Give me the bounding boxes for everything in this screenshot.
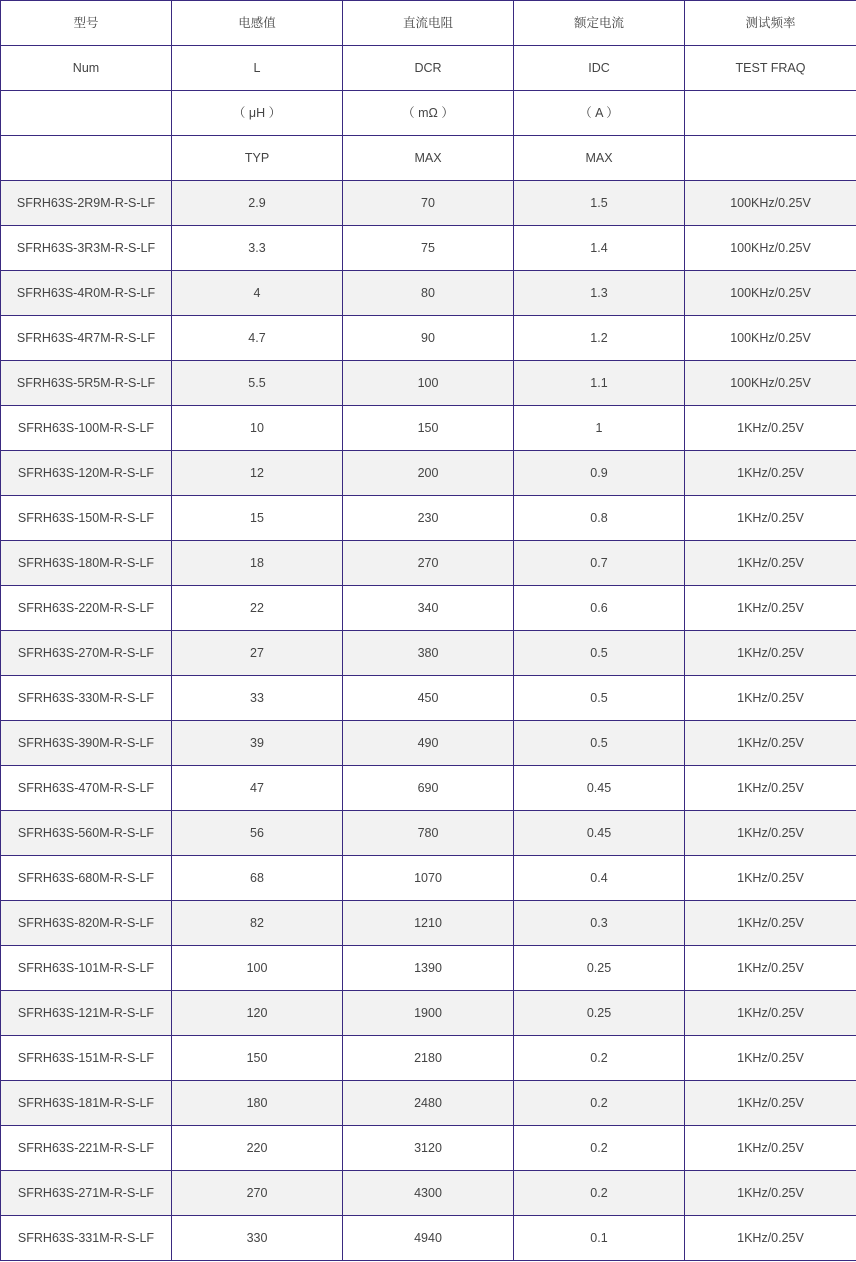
cell-rated-current: 0.8 xyxy=(514,496,685,541)
table-row xyxy=(1,181,856,226)
cell-inductance: 4.7 xyxy=(172,316,343,361)
cell-test-frequency: 100KHz/0.25V xyxy=(685,226,856,271)
cell-dcr: 2480 xyxy=(343,1081,514,1126)
cell-rated-current: 0.3 xyxy=(514,901,685,946)
cell-dcr: 100 xyxy=(343,361,514,406)
table-row xyxy=(1,991,856,1036)
cell-model: SFRH63S-2R9M-R-S-LF xyxy=(1,181,172,226)
cell-rated-current: 1.1 xyxy=(514,361,685,406)
cell-rated-current: 1.4 xyxy=(514,226,685,271)
cell-dcr: 230 xyxy=(343,496,514,541)
cell-test-frequency: 100KHz/0.25V xyxy=(685,271,856,316)
header-cell-empty xyxy=(685,91,856,136)
table-row xyxy=(1,856,856,901)
table-row xyxy=(1,811,856,856)
header-cell-empty xyxy=(685,136,856,181)
cell-dcr: 340 xyxy=(343,586,514,631)
table-row xyxy=(1,586,856,631)
table-row xyxy=(1,1036,856,1081)
header-cell-l: L xyxy=(172,46,343,91)
header-row-limits xyxy=(1,136,856,181)
table-row xyxy=(1,451,856,496)
cell-inductance: 12 xyxy=(172,451,343,496)
cell-model: SFRH63S-151M-R-S-LF xyxy=(1,1036,172,1081)
cell-test-frequency: 1KHz/0.25V xyxy=(685,541,856,586)
cell-rated-current: 0.25 xyxy=(514,946,685,991)
header-cell-dcr: 直流电阻 xyxy=(343,1,514,46)
cell-test-frequency: 1KHz/0.25V xyxy=(685,946,856,991)
header-cell-unit-uh: （ μH ） xyxy=(172,91,343,136)
cell-inductance: 150 xyxy=(172,1036,343,1081)
cell-dcr: 70 xyxy=(343,181,514,226)
cell-inductance: 68 xyxy=(172,856,343,901)
table-row xyxy=(1,316,856,361)
table-row xyxy=(1,721,856,766)
cell-inductance: 4 xyxy=(172,271,343,316)
cell-rated-current: 0.7 xyxy=(514,541,685,586)
cell-model: SFRH63S-820M-R-S-LF xyxy=(1,901,172,946)
cell-inductance: 180 xyxy=(172,1081,343,1126)
cell-model: SFRH63S-271M-R-S-LF xyxy=(1,1171,172,1216)
cell-dcr: 75 xyxy=(343,226,514,271)
cell-model: SFRH63S-3R3M-R-S-LF xyxy=(1,226,172,271)
header-cell-rated-current: 额定电流 xyxy=(514,1,685,46)
cell-dcr: 200 xyxy=(343,451,514,496)
cell-test-frequency: 1KHz/0.25V xyxy=(685,856,856,901)
cell-test-frequency: 1KHz/0.25V xyxy=(685,451,856,496)
cell-model: SFRH63S-100M-R-S-LF xyxy=(1,406,172,451)
cell-inductance: 220 xyxy=(172,1126,343,1171)
cell-test-frequency: 1KHz/0.25V xyxy=(685,1036,856,1081)
cell-test-frequency: 1KHz/0.25V xyxy=(685,901,856,946)
cell-dcr: 90 xyxy=(343,316,514,361)
cell-model: SFRH63S-331M-R-S-LF xyxy=(1,1216,172,1261)
header-cell-test-frequency: 测试频率 xyxy=(685,1,856,46)
cell-model: SFRH63S-4R0M-R-S-LF xyxy=(1,271,172,316)
cell-inductance: 100 xyxy=(172,946,343,991)
cell-rated-current: 0.45 xyxy=(514,766,685,811)
table-row xyxy=(1,1171,856,1216)
cell-rated-current: 0.5 xyxy=(514,631,685,676)
cell-test-frequency: 1KHz/0.25V xyxy=(685,1216,856,1261)
header-cell-num: Num xyxy=(1,46,172,91)
cell-test-frequency: 1KHz/0.25V xyxy=(685,766,856,811)
cell-test-frequency: 1KHz/0.25V xyxy=(685,1126,856,1171)
cell-test-frequency: 1KHz/0.25V xyxy=(685,676,856,721)
table-row xyxy=(1,1081,856,1126)
table-row xyxy=(1,1216,856,1261)
cell-model: SFRH63S-220M-R-S-LF xyxy=(1,586,172,631)
header-cell-test-fraq: TEST FRAQ xyxy=(685,46,856,91)
cell-rated-current: 1.2 xyxy=(514,316,685,361)
cell-rated-current: 0.9 xyxy=(514,451,685,496)
cell-test-frequency: 100KHz/0.25V xyxy=(685,361,856,406)
cell-test-frequency: 1KHz/0.25V xyxy=(685,496,856,541)
cell-inductance: 47 xyxy=(172,766,343,811)
cell-dcr: 380 xyxy=(343,631,514,676)
cell-rated-current: 0.2 xyxy=(514,1126,685,1171)
header-cell-max: MAX xyxy=(514,136,685,181)
cell-model: SFRH63S-4R7M-R-S-LF xyxy=(1,316,172,361)
cell-dcr: 270 xyxy=(343,541,514,586)
header-cell-empty xyxy=(1,136,172,181)
cell-test-frequency: 1KHz/0.25V xyxy=(685,631,856,676)
table-row xyxy=(1,676,856,721)
cell-rated-current: 1.5 xyxy=(514,181,685,226)
cell-test-frequency: 100KHz/0.25V xyxy=(685,181,856,226)
header-cell-unit-a: （ A ） xyxy=(514,91,685,136)
cell-test-frequency: 1KHz/0.25V xyxy=(685,721,856,766)
cell-inductance: 330 xyxy=(172,1216,343,1261)
cell-dcr: 4300 xyxy=(343,1171,514,1216)
table-row xyxy=(1,901,856,946)
cell-rated-current: 0.5 xyxy=(514,676,685,721)
cell-inductance: 33 xyxy=(172,676,343,721)
cell-dcr: 150 xyxy=(343,406,514,451)
table-row xyxy=(1,406,856,451)
cell-dcr: 780 xyxy=(343,811,514,856)
cell-inductance: 120 xyxy=(172,991,343,1036)
cell-dcr: 4940 xyxy=(343,1216,514,1261)
cell-test-frequency: 1KHz/0.25V xyxy=(685,811,856,856)
cell-dcr: 690 xyxy=(343,766,514,811)
cell-test-frequency: 1KHz/0.25V xyxy=(685,991,856,1036)
header-row-units xyxy=(1,91,856,136)
cell-model: SFRH63S-680M-R-S-LF xyxy=(1,856,172,901)
cell-dcr: 3120 xyxy=(343,1126,514,1171)
table-row xyxy=(1,946,856,991)
header-cell-empty xyxy=(1,91,172,136)
spec-table-body xyxy=(1,1,856,1261)
cell-rated-current: 0.1 xyxy=(514,1216,685,1261)
cell-inductance: 18 xyxy=(172,541,343,586)
cell-model: SFRH63S-470M-R-S-LF xyxy=(1,766,172,811)
cell-rated-current: 0.2 xyxy=(514,1171,685,1216)
header-cell-model: 型号 xyxy=(1,1,172,46)
cell-test-frequency: 1KHz/0.25V xyxy=(685,586,856,631)
cell-inductance: 3.3 xyxy=(172,226,343,271)
header-cell-inductance: 电感值 xyxy=(172,1,343,46)
header-row-names xyxy=(1,1,856,46)
cell-inductance: 56 xyxy=(172,811,343,856)
cell-rated-current: 0.45 xyxy=(514,811,685,856)
cell-model: SFRH63S-221M-R-S-LF xyxy=(1,1126,172,1171)
cell-inductance: 82 xyxy=(172,901,343,946)
cell-inductance: 27 xyxy=(172,631,343,676)
table-row xyxy=(1,271,856,316)
cell-inductance: 5.5 xyxy=(172,361,343,406)
table-row xyxy=(1,1126,856,1171)
cell-test-frequency: 1KHz/0.25V xyxy=(685,406,856,451)
cell-dcr: 80 xyxy=(343,271,514,316)
cell-inductance: 10 xyxy=(172,406,343,451)
cell-rated-current: 0.2 xyxy=(514,1036,685,1081)
cell-rated-current: 0.6 xyxy=(514,586,685,631)
cell-inductance: 2.9 xyxy=(172,181,343,226)
cell-model: SFRH63S-270M-R-S-LF xyxy=(1,631,172,676)
cell-model: SFRH63S-5R5M-R-S-LF xyxy=(1,361,172,406)
cell-rated-current: 0.4 xyxy=(514,856,685,901)
cell-dcr: 450 xyxy=(343,676,514,721)
cell-inductance: 15 xyxy=(172,496,343,541)
table-row xyxy=(1,631,856,676)
cell-test-frequency: 100KHz/0.25V xyxy=(685,316,856,361)
cell-model: SFRH63S-181M-R-S-LF xyxy=(1,1081,172,1126)
header-cell-max: MAX xyxy=(343,136,514,181)
cell-dcr: 1900 xyxy=(343,991,514,1036)
cell-test-frequency: 1KHz/0.25V xyxy=(685,1081,856,1126)
cell-model: SFRH63S-180M-R-S-LF xyxy=(1,541,172,586)
cell-rated-current: 0.2 xyxy=(514,1081,685,1126)
table-row xyxy=(1,541,856,586)
header-cell-dcr-symbol: DCR xyxy=(343,46,514,91)
header-row-symbols xyxy=(1,46,856,91)
table-row xyxy=(1,361,856,406)
cell-dcr: 1070 xyxy=(343,856,514,901)
table-row xyxy=(1,496,856,541)
cell-model: SFRH63S-120M-R-S-LF xyxy=(1,451,172,496)
cell-inductance: 39 xyxy=(172,721,343,766)
cell-model: SFRH63S-560M-R-S-LF xyxy=(1,811,172,856)
cell-rated-current: 0.5 xyxy=(514,721,685,766)
cell-dcr: 1390 xyxy=(343,946,514,991)
table-row xyxy=(1,766,856,811)
cell-dcr: 490 xyxy=(343,721,514,766)
cell-rated-current: 0.25 xyxy=(514,991,685,1036)
cell-dcr: 1210 xyxy=(343,901,514,946)
table-row xyxy=(1,226,856,271)
cell-model: SFRH63S-330M-R-S-LF xyxy=(1,676,172,721)
cell-model: SFRH63S-101M-R-S-LF xyxy=(1,946,172,991)
header-cell-unit-mohm: （ mΩ ） xyxy=(343,91,514,136)
cell-dcr: 2180 xyxy=(343,1036,514,1081)
cell-rated-current: 1.3 xyxy=(514,271,685,316)
header-cell-typ: TYP xyxy=(172,136,343,181)
cell-test-frequency: 1KHz/0.25V xyxy=(685,1171,856,1216)
cell-model: SFRH63S-121M-R-S-LF xyxy=(1,991,172,1036)
cell-rated-current: 1 xyxy=(514,406,685,451)
cell-model: SFRH63S-390M-R-S-LF xyxy=(1,721,172,766)
cell-model: SFRH63S-150M-R-S-LF xyxy=(1,496,172,541)
header-cell-idc: IDC xyxy=(514,46,685,91)
cell-inductance: 22 xyxy=(172,586,343,631)
cell-inductance: 270 xyxy=(172,1171,343,1216)
